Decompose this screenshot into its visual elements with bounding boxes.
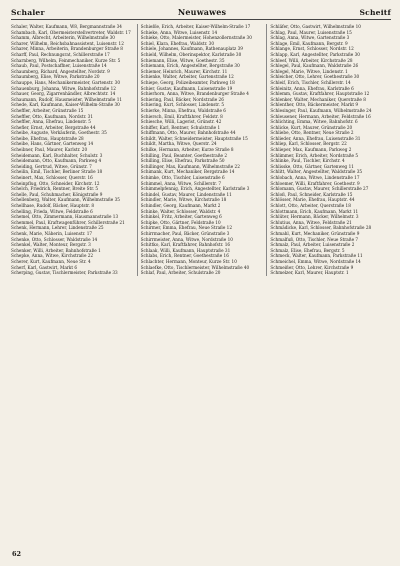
directory-entry: Schießle, Erich, Arbeiter, Kaiser-Wilhelm-Straße 17 — [140, 24, 251, 29]
directory-entry: Schlicke, Kurt, Maurer, Grünstraße 20 — [270, 124, 353, 130]
directory-entry: Schlabs, Erich, Rentner, Goethestraße 16 — [140, 253, 229, 259]
directory-entry: Schipke, Otto, Gärtner, Feldstraße 10 — [140, 219, 221, 225]
directory-entry: Scherer, Kurt, Kaufmann, Neue Str. 4 — [11, 258, 91, 264]
directory-entry: Schimmelpfennig, Erich, Angestellter, Karlstraße 3 — [140, 186, 250, 192]
directory-entry: Schilke, Hermann, Arbeiter, Kurze Straße 8 — [140, 147, 234, 153]
directory-entry: Schlott, Otto, Arbeiter, Querstraße 18 — [270, 203, 351, 208]
directory-entry: Schindler, Marie, Witwe, Kirchstraße 18 — [140, 197, 227, 203]
directory-entry: Schierke, Minna, Ehefrau, Waldstraße 6 — [140, 107, 226, 113]
directory-entry: Schauppe, Hans, Mechanikermeister, Gartenstr. 30 — [11, 79, 120, 85]
directory-entry: Schamm, Albrecht, Arbeiterin, Wilhelmstraße 30 — [11, 35, 115, 41]
directory-entry: Schindler, Georg, Kaufmann, Markt 2 — [140, 203, 221, 208]
directory-entry: Schirrmeister, Anna, Witwe, Nordstraße 10 — [140, 236, 233, 242]
directory-entry: Scheffler, Otto, Kaufmann, Nordstr. 31 — [11, 113, 93, 119]
directory-entry: Schildt, Martha, Witwe, Querstr. 24 — [140, 141, 217, 147]
directory-entry: Schlag, Paul, Maurer, Luisenstraße 15 — [270, 29, 352, 35]
directory-entry: Schenke, Otto, Schlosser, Waldstraße 14 — [11, 236, 98, 242]
page-header — [11, 7, 391, 20]
directory-entry: Schield, Wilhelm, Oberinspektor, Karlstraße 30 — [140, 51, 242, 57]
directory-entry: Schienke, Walter, Arbeiter, Gartenstraße 12 — [140, 74, 234, 80]
directory-entry: Schloß, Paul, Schneider, Karlstraße 15 — [270, 191, 353, 197]
directory-entry: Schemel, Otto, Zimmermann, Hausmannstraße 13 — [11, 214, 119, 220]
directory-entry: Schildt, Walter, Schneidermeister, Hauptstraße 15 — [140, 135, 248, 141]
directory-entry: Schauenburg, Johanna, Witwe, Bahnhofstraße 12 — [11, 85, 116, 91]
directory-entry: Scheilin, Emil, Tischler, Berliner Straße 18 — [11, 169, 103, 175]
directory-entry: Schellenberg, Walter, Kaufmann, Wilhelmstraße 35 — [11, 197, 120, 203]
directory-entry: Schlüter, Hermann, Bäcker, Wilhelmstr. 3 — [270, 214, 359, 220]
directory-entry: Scherf, Karl, Gastwirt, Markt 6 — [11, 264, 78, 270]
directory-entry: Schieke, Otto, Malermeister, Hohenzollernstraße 30 — [140, 35, 252, 41]
directory-entry: Schelch, Friedrich, Rentner, Breite Str. 5 — [11, 186, 99, 192]
directory-entry: Scheibe, Auguste, Verkäuferin, Goethestr. 35 — [11, 130, 107, 136]
directory-entry: Schmeichel, Emma, Witwe, Nordstraße 14 — [270, 258, 361, 264]
directory-entry: Schlesinger, Paul, Kaufmann, Wilhelmstraße 24 — [270, 107, 372, 113]
directory-entry: Schaumberg, Elise, Witwe, Parkstraße 20 — [11, 74, 100, 80]
directory-entry: Schillinger, Max, Kaufmann, Wilhelmstraße 22 — [140, 163, 240, 169]
directory-entry: Scheibe, Ehefrau, Hauptstraße 28 — [11, 135, 84, 141]
directory-entry: Schlaf, Paul, Arbeiter, Schulstraße 20 — [140, 270, 221, 276]
directory-entry: Schlieper, Max, Kaufmann, Parkweg 2 — [270, 147, 352, 153]
directory-entry: Schaler, Walter, Kaufmann, W8, Bergmannstraße 34 — [11, 24, 122, 29]
directory-entry: Schelle, Paul, Schuhmacher, Königstraße 9 — [11, 191, 103, 197]
directory-entry: Scharff, Paul, Rechnungsrat, Schillerstraße 17 — [11, 51, 110, 57]
directory-entry: Schimke, Otto, Tischler, Luisenstraße 6 — [140, 175, 225, 181]
header-center-title: Neuwawes — [177, 7, 227, 17]
directory-entry: Scheinert, Max, Schlosser, Querstr. 16 — [11, 175, 93, 181]
directory-entry: Schlenker, Walter, Mechaniker, Querstraße 8 — [270, 96, 366, 102]
directory-entry: Schenk, Marie, Näherin, Luisenstr. 17 — [11, 230, 93, 236]
directory-entry: Schlange, Ernst, Schlosser, Nordstr. 12 — [270, 46, 354, 52]
directory-entry: Schmelzer, Karl, Maurer, Hauptstr. 1 — [270, 270, 349, 276]
directory-entry: Schenker, Willi, Arbeiter, Bahnhofstraße 1 — [11, 247, 101, 253]
directory-entry: Schlinke, Paul, Tischler, Kirchstr. 4 — [270, 158, 345, 164]
directory-entry: Schlichting, Emma, Witwe, Bahnhofstr. 6 — [270, 119, 358, 125]
directory-entry: Schläfer, Otto, Gastwirt, Wilhelmstraße 10 — [270, 24, 361, 29]
directory-entry: Schliep, Karl, Schlosser, Bergstr. 22 — [270, 141, 347, 147]
directory-entry: Scheibner, Paul, Maurer, Karlstr. 20 — [11, 147, 88, 153]
directory-entry: Schlegel, Marie, Witwe, Lindenstr. 1 — [270, 68, 348, 74]
directory-entry: Schambach, Karl, Obermeisterstellvertreter, Waldstr. 17 — [11, 29, 131, 35]
directory-entry: Schloemer, Willi, Kraftfahrer, Goethestr. 9 — [270, 180, 360, 186]
directory-entry: Schindel, Gustav, Maurer, Lindenstraße 11 — [140, 191, 232, 197]
directory-entry: Schlitt, Walter, Angestellter, Waldstraße 35 — [270, 169, 363, 175]
directory-entry: Schiemann, Elise, Witwe, Goethestr. 35 — [140, 57, 225, 63]
directory-entry: Schmeck, Walter, Kaufmann, Parkstraße 11 — [270, 253, 363, 259]
directory-entry: Schleinitz, Anna, Ehefrau, Karlstraße 6 — [270, 85, 354, 91]
directory-entry: Scheinpflug, Otto, Schneider, Kirchstr. 12 — [11, 180, 100, 186]
directory-entry: Schier, Gustav, Kaufmann, Luisenstraße 19 — [140, 85, 233, 91]
directory-entry: Scheiding, Gertrud, Witwe, Grünstr. 7 — [11, 163, 92, 169]
directory-entry: Scheidemann, Otto, Kaufmann, Parkweg 4 — [11, 158, 102, 164]
directory-entry: Schlottmann, Erich, Kaufmann, Markt 11 — [270, 208, 359, 214]
directory-entry: Scheidemann, Karl, Buchhalter, Schulstr. 3 — [11, 152, 103, 158]
directory-entry: Schlobach, Anna, Witwe, Lindenstraße 17 — [270, 175, 360, 181]
directory-entry: Schlapp, Karl, Angestellter, Parkstraße 30 — [270, 51, 360, 57]
directory-entry: Schlag, Anna, Witwe, Gartenstraße 3 — [270, 35, 350, 41]
directory-entry: Schlimmer, Erich, Arbeiter, Nordstraße 5 — [270, 152, 359, 158]
directory-entry: Schemmel, Paul, Kraftwagenführer, Schillerstraße 21 — [11, 219, 125, 225]
header-right-word: Scheitf — [359, 8, 391, 17]
directory-entry: Schiepe, Georg, Polizeibeamter, Parkweg 18 — [140, 79, 235, 85]
directory-entry: Schefler, Ernst, Arbeiter, Bergstraße 44 — [11, 124, 96, 130]
directory-entry: Schittko, Karl, Kraftfahrer, Bahnhofstr. 16 — [140, 242, 231, 248]
directory-entry: Schiffer, Karl, Rentner, Schulstraße 1 — [140, 124, 221, 130]
directory-entry: Schmädicke, Karl, Schlosser, Bahnhofstraße 28 — [270, 225, 372, 231]
directory-entry: Scheibe, Hans, Gärtner, Gartenweg 14 — [11, 141, 94, 147]
directory-entry: Schiel, Klara, Ehefrau, Waldstr. 30 — [140, 40, 214, 46]
directory-entry: Schiffmann, Otto, Maurer, Bahnhofstraße 44 — [140, 130, 236, 136]
directory-entry: Schiemann, Erich, Angestellter, Bergstraße 30 — [140, 63, 240, 69]
directory-entry: Schenk, Hermann, Lehrer, Lindenstraße 25 — [11, 225, 104, 231]
directory-entry: Schmeißer, Otto, Lehrer, Kirchstraße 9 — [270, 264, 354, 270]
page-number: 62 — [12, 550, 22, 558]
directory-entry: Schliebe, Otto, Rentner, Neue Straße 2 — [270, 130, 354, 136]
directory-entry: Schlomann, Gustav, Maurer, Schillerstraße 27 — [270, 186, 369, 192]
directory-entry: Scherping, Gustav, Tischlermeister, Parkstraße 33 — [11, 270, 118, 276]
directory-entry: Schede, Karl, Kaufmann, Kaiser-Wilhelm-Straße 30 — [11, 102, 120, 108]
directory-entry: Schmalfuß, Otto, Tischler, Neue Straße 7 — [270, 236, 359, 242]
directory-entry: Schiering, Kurt, Schlosser, Lindenstr. 5 — [140, 102, 224, 108]
directory-entry: Schlieder, Anna, Ehefrau, Luisenstraße 31 — [270, 135, 361, 141]
directory-column-3 — [266, 24, 391, 276]
directory-entry: Schiesche, Willi, Lagerist, Grünstr. 42 — [140, 119, 222, 125]
directory-entry: Schiemer, Heinrich, Maurer, Kirchstr. 11 — [140, 68, 228, 74]
directory-column-1 — [11, 24, 132, 276]
directory-entry: Schleef, Willi, Arbeiter, Kirchstraße 28 — [270, 57, 353, 63]
directory-entry: Schiersch, Emil, Kraftfahrer, Feldstr. 8 — [140, 113, 223, 119]
directory-entry: Schlisske, Otto, Gärtner, Gartenweg 11 — [270, 163, 354, 169]
directory-entry: Schleif, Erich, Tischler, Schillerstr. 14 — [270, 79, 351, 85]
directory-entry: Schaumberg, Richard, Angestellter, Nordstr. 9 — [11, 68, 110, 74]
directory-entry: Schierhorn, Anna, Witwe, Brandenburger Straße 4 — [140, 91, 249, 97]
directory-entry: Schlachter, Hermann, Monteur, Kurze Str. 10 — [140, 258, 237, 264]
directory-entry: Schellhase, Rudolf, Bäcker, Hauptstr. 8 — [11, 203, 95, 208]
directory-entry: Schaumann, Rudolf, Hausmeister, Wilhelmstraße 11 — [11, 96, 123, 102]
directory-entry: Schelling, Frieda, Witwe, Feldstraße 6 — [11, 208, 93, 214]
directory-entry: Schinkel, Fritz, Arbeiter, Gartenweg 6 — [140, 214, 222, 220]
directory-entry: Schieke, Anna, Witwe, Luisenstr. 14 — [140, 29, 218, 35]
directory-entry: Schlaefke, Otto, Tischlermeister, Wilhelmstraße 40 — [140, 264, 250, 270]
directory-entry: Schlenther, Otto, Bäckermeister, Markt 9 — [270, 102, 359, 108]
directory-entry: Schiering, Paul, Bäcker, Nordstraße 26 — [140, 96, 224, 102]
header-left-word: Schaler — [11, 8, 45, 17]
directory-entry: Schinke, Walter, Schlosser, Waldstr. 4 — [140, 208, 221, 214]
directory-entry: Schmahl, Kurt, Mechaniker, Grünstraße 9 — [270, 230, 360, 236]
directory-entry: Schenkel, Walter, Monteur, Bergstr. 3 — [11, 242, 91, 248]
directory-entry: Schilling, Elise, Ehefrau, Parkstraße 50 — [140, 158, 225, 164]
directory-column-2 — [137, 24, 262, 276]
directory-entry: Schmalz, Paul, Arbeiter, Luisenstraße 2 — [270, 242, 355, 248]
directory-entry: Schimmel, Anna, Witwe, Schillerstr. 7 — [140, 180, 222, 186]
directory-entry: Scheffler, Arbeiter, Grünstraße 15 — [11, 107, 84, 113]
directory-entry: Schaub, Paul, Postschaffner, Luisenstraße 14 — [11, 63, 107, 69]
directory-entry: Schmalz, Elise, Ehefrau, Bergstr. 5 — [270, 247, 345, 253]
directory-entry: Schlaak, Willi, Kaufmann, Hauptstraße 31 — [140, 247, 231, 253]
directory-entry: Schimank, Kurt, Mechaniker, Bergstraße 14 — [140, 169, 235, 175]
directory-entry: Schauer, Georg, Zigarrenhändler, Albrechtstr. 14 — [11, 91, 116, 97]
directory-entry: Schlösser, Marie, Ehefrau, Hauptstr. 44 — [270, 197, 355, 203]
directory-entry: Schleusener, Hermann, Arbeiter, Feldstraße 16 — [270, 113, 371, 119]
directory-entry: Scharnberg, Wilhelm, Feinmechaniker, Kurze Str. 5 — [11, 57, 121, 63]
directory-entry: Schlage, Emil, Kaufmann, Bergstr. 9 — [270, 40, 348, 46]
directory-entry: Scharer, Minna, Arbeiterin, Brandenburger Straße 8 — [11, 46, 123, 52]
directory-entry: Schiele, Johannes, Kaufmann, Rathenauplatz 39 — [140, 46, 243, 52]
directory-entry: Schlemm, Gustav, Kraftfahrer, Hauptstraße 12 — [270, 91, 370, 97]
directory-entry: Schepke, Anna, Witwe, Kirchstraße 22 — [11, 253, 94, 259]
directory-entry: Scheffler, Anna, Ehefrau, Lindenstr. 5 — [11, 119, 91, 125]
directory-entry: Schirrmacher, Paul, Bäcker, Grünstraße 3 — [140, 230, 230, 236]
directory-entry: Schlegel, Paul, Kaufmann, Waldstraße 26 — [270, 63, 359, 69]
directory-entry: Schleicher, Otto, Lehrer, Goethestraße 30 — [270, 74, 360, 80]
directory-columns — [11, 24, 391, 276]
directory-entry: Schilling, Paul, Beamter, Goethestraße 2 — [140, 152, 227, 158]
directory-entry: Scharer, Wilhelm, Reichsbahnassistent, Luisenstr. 12 — [11, 40, 124, 46]
directory-entry: Schirmer, Emma, Ehefrau, Neue Straße 12 — [140, 225, 233, 231]
directory-entry: Schlutius, Anna, Witwe, Feldstraße 21 — [270, 219, 352, 225]
